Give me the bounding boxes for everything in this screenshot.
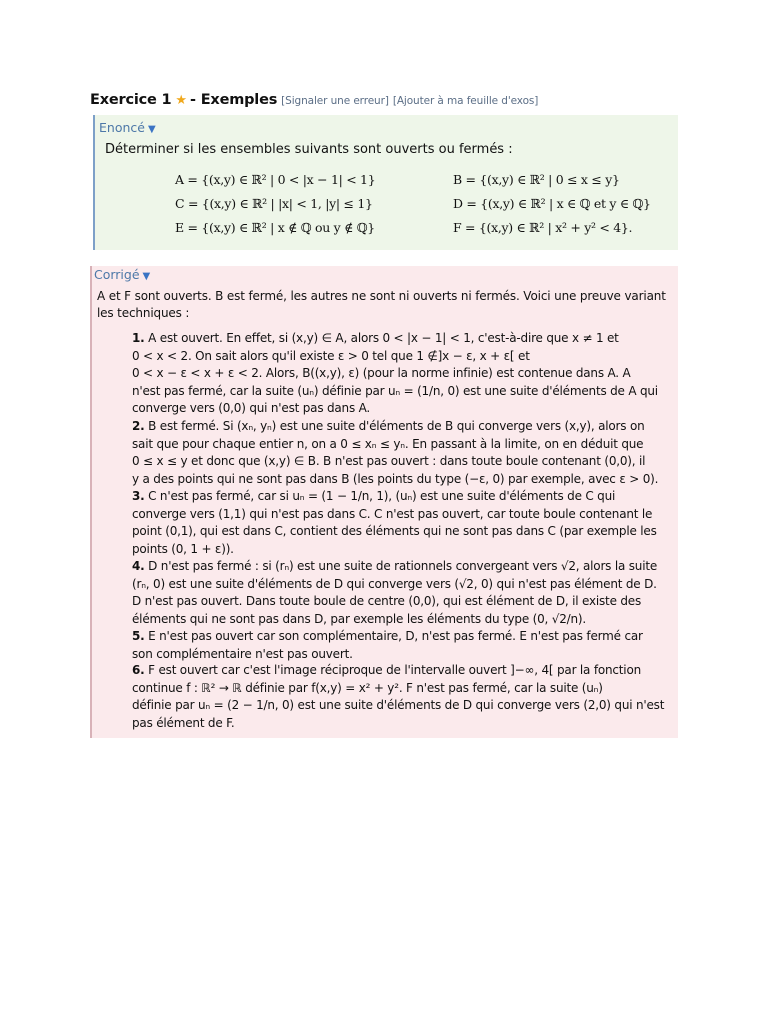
corrige-panel [90,266,678,738]
star-icon[interactable]: ★ [175,93,188,108]
exercise-header [90,92,680,108]
enonce-toggle[interactable] [99,120,156,135]
set-c: C = {(x,y) ∈ ℝ² | |x| < 1, |y| ≤ 1} [175,196,373,211]
corrige-intro: A et F sont ouverts. B est fermé, les autres ne sont ni ouverts ni fermés. Voici une preuve variant les techniques : [97,289,666,320]
enonce-label: Enoncé [99,120,145,135]
enonce-instruction: Déterminer si les ensembles suivants sont ouverts ou fermés : [105,142,513,157]
set-f: F = {(x,y) ∈ ℝ² | x² + y² < 4}. [453,220,633,235]
set-a: A = {(x,y) ∈ ℝ² | 0 < |x − 1| < 1} [175,172,376,187]
corrige-label: Corrigé [94,267,140,282]
corrige-toggle[interactable] [94,267,150,282]
triangle-down-icon: ▼ [142,271,151,282]
exercise-title: Exercice 1 [90,92,172,108]
exercise-subtitle: - Exemples [190,92,278,108]
report-error-link[interactable]: [Signaler une erreur] [281,95,389,107]
set-d: D = {(x,y) ∈ ℝ² | x ∈ ℚ et y ∈ ℚ} [453,196,651,211]
proof-item-5: 5. E n'est pas ouvert car son complémentaire, D, n'est pas fermé. E n'est pas fermé car son complémentaire n'est pas ouvert. [132,629,643,661]
add-to-sheet-link[interactable]: [Ajouter à ma feuille d'exos] [392,95,539,107]
enonce-panel [93,115,678,250]
triangle-down-icon: ▼ [147,124,156,135]
set-e: E = {(x,y) ∈ ℝ² | x ∉ ℚ ou y ∉ ℚ} [175,220,375,235]
proof-item-1: 1. A est ouvert. En effet, si (x,y) ∈ A, alors 0 < |x − 1| < 1, c'est-à-dire que x ≠ 1 et 0 < x < 2. On sait alors qu'il existe ε > 0 tel que 1 ∉]x − ε, x + ε[ et 0 < x − ε < x + ε < 2. Alors, B((x,y), ε) (pour la norme infinie) est contenue dans A. A n'est pas fermé, car la suite (uₙ) définie par uₙ = (1/n, 0) est une suite d'éléments de A qui converge vers (0,0) qui n'est pas dans A. [132,331,658,416]
set-b: B = {(x,y) ∈ ℝ² | 0 ≤ x ≤ y} [453,172,620,187]
proof-item-3: 3. C n'est pas fermé, car si uₙ = (1 − 1/n, 1), (uₙ) est une suite d'éléments de C qui converge vers (1,1) qui n'est pas dans C. C n'est pas ouvert, car toute boule contenant le point (0,1), qui est dans C, contient des éléments qui ne sont pas dans C (par exemple les points (0, 1 + ε)). [132,489,657,556]
proof-item-6: 6. F est ouvert car c'est l'image réciproque de l'intervalle ouvert ]−∞, 4[ par la fonction continue f : ℝ² → ℝ définie par f(x,y) = x² + y². F n'est pas fermé, car la suite (uₙ) définie par uₙ = (2 − 1/n, 0) est une suite d'éléments de D qui converge vers (2,0) qui n'est pas élément de F. [132,663,665,730]
proof-item-2: 2. B est fermé. Si (xₙ, yₙ) est une suite d'éléments de B qui converge vers (x,y), alors on sait que pour chaque entier n, on a 0 ≤ xₙ ≤ yₙ. En passant à la limite, on en déduit que 0 ≤ x ≤ y et donc que (x,y) ∈ B. B n'est pas ouvert : dans toute boule contenant (0,0), il y a des points qui ne sont pas dans B (les points du type (−ε, 0) par exemple, avec ε > 0). [132,419,659,486]
proof-item-4: 4. D n'est pas fermé : si (rₙ) est une suite de rationnels convergeant vers √2, alors la suite (rₙ, 0) est une suite d'éléments de D qui converge vers (√2, 0) qui n'est pas élément de D. D n'est pas ouvert. Dans toute boule de centre (0,0), qui est élément de D, il existe des éléments qui ne sont pas dans D, par exemple les éléments du type (0, √2/n). [132,559,658,626]
